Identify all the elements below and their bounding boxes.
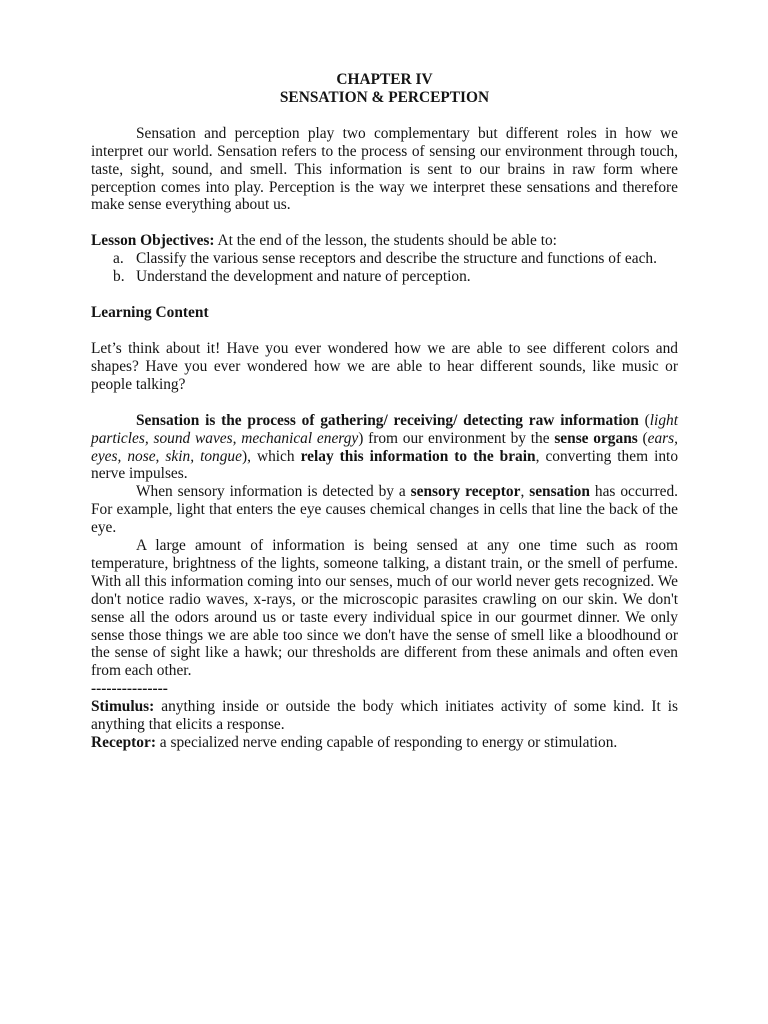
chapter-title: SENSATION & PERCEPTION: [279, 88, 490, 106]
sensation-definition-paragraph: [91, 412, 678, 484]
objectives-list: [91, 250, 678, 286]
sensation-term: sensation: [529, 483, 590, 501]
receptor-text-3: has occurred. For example, light that enters the eye causes chemical changes in cells that line the back of the eye.: [91, 483, 678, 537]
organ-examples: ears, eyes, nose, skin, tongue: [91, 429, 678, 465]
objective-item: [91, 250, 678, 268]
divider-line: [91, 680, 678, 698]
sensation-text-4: ), which: [241, 447, 301, 465]
receptor-text-1: When sensory information is detected by a: [136, 483, 411, 501]
sensation-text-3: (: [637, 429, 648, 447]
receptor-text-2: ,: [520, 483, 530, 501]
sensation-text-5: , converting them into nerve impulses.: [91, 447, 679, 483]
objectives-label: Lesson Objectives:: [91, 232, 215, 250]
objective-marker: b.: [113, 268, 125, 286]
objective-marker: a.: [113, 250, 124, 268]
sensation-definition-bold: Sensation is the process of gathering/ receiving/ detecting raw information: [136, 411, 639, 429]
chapter-number: CHAPTER IV: [336, 71, 433, 88]
divider-text: ---------------: [91, 680, 168, 698]
intro-paragraph: Sensation and perception play two complementary but different roles in how we interpret our world. Sensation refers to the process of sensing our environment through touch, taste, sight, sound, and smell. This information is sent to our brains in raw form where perception comes into play. Perception is the way we interpret these sensations and therefore make sense everything about us.: [91, 124, 678, 214]
sense-organs-term: sense organs: [554, 429, 638, 447]
objectives-lead: At the end of the lesson, the students should be able to:: [214, 232, 557, 250]
learning-content-heading-text: Learning Content: [91, 304, 209, 322]
think-paragraph: Let’s think about it! Have you ever wondered how we are able to see different colors and shapes? Have you ever wondered how we are able to hear different sounds, like music or people talking?: [91, 339, 678, 393]
objective-text: Classify the various sense receptors and describe the structure and functions of each.: [136, 250, 657, 268]
sensation-text-1: (: [638, 411, 650, 429]
sensory-receptor-term: sensory receptor: [410, 483, 521, 501]
stimuli-examples: light particles, sound waves, mechanical energy: [91, 411, 678, 447]
relay-phrase: relay this information to the brain: [300, 447, 536, 465]
objective-text: Understand the development and nature of perception.: [136, 268, 471, 286]
document-page: [91, 71, 678, 752]
definition-receptor: [91, 734, 678, 752]
definition-text: anything inside or outside the body which initiates activity of some kind. It is anything that elicits a response.: [91, 698, 678, 734]
definition-text: a specialized nerve ending capable of responding to energy or stimulation.: [155, 734, 618, 751]
learning-content-heading: [91, 304, 678, 322]
sensation-text-2: ) from our environment by the: [358, 429, 555, 447]
definition-term: Stimulus:: [91, 698, 155, 716]
objectives-paragraph: [91, 232, 678, 250]
objective-item: [91, 268, 678, 286]
amount-paragraph: A large amount of information is being sensed at any one time such as room temperature, brightness of the lights, someone talking, a distant train, or the smell of perfume. With all this information coming into our senses, much of our world never gets recognized. We don't notice radio waves, x-rays, or the microscopic parasites crawling on our skin. We don't sense all the odors around us or taste every individual spice in our gourmet dinner. We only sense those things we are able too since we don't have the sense of smell like a bloodhound or the sense of sight like a hawk; our thresholds are different from these animals and often even from each other.: [91, 537, 678, 680]
definition-term: Receptor:: [91, 734, 156, 751]
definition-stimulus: [91, 698, 678, 734]
receptor-paragraph: [91, 483, 678, 537]
